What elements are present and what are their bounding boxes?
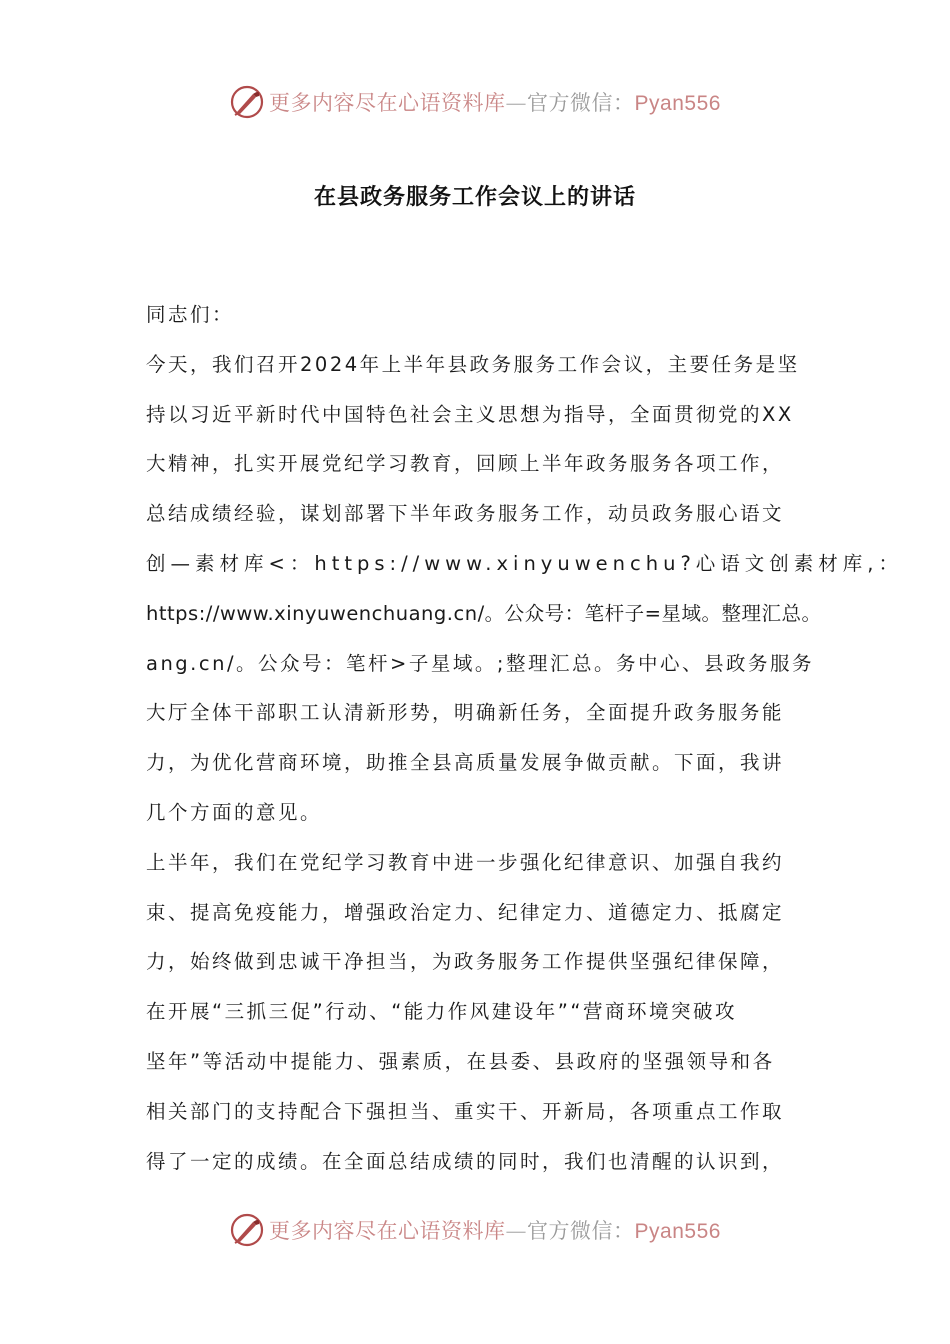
body-line: 总结成绩经验，谋划部署下半年政务服务工作，动员政务服心语文 xyxy=(146,502,785,526)
watermark-wechat-label: 官方微信： xyxy=(527,1219,635,1243)
body-line: 今天，我们召开2024年上半年县政务服务工作会议，主要任务是坚 xyxy=(146,352,800,376)
document-body xyxy=(146,290,903,1186)
document-title: 在县政务服务工作会议上的讲话 xyxy=(313,184,636,210)
body-line: 创—素材库<：https://www.xinyuwenchu?心语文创素材库,： xyxy=(146,551,903,575)
watermark-dash: — xyxy=(505,1219,528,1243)
body-line: 得了一定的成绩。在全面总结成绩的同时，我们也清醒的认识到， xyxy=(146,1149,785,1173)
watermark-main: 更多内容尽在心语资料库 xyxy=(269,1219,506,1243)
watermark-account: Pyan556 xyxy=(634,1220,721,1243)
watermark-text xyxy=(269,1215,721,1245)
header-watermark-banner xyxy=(0,80,950,124)
body-line: 几个方面的意见。 xyxy=(146,800,323,824)
body-line: 同志们： xyxy=(146,303,235,326)
body-line: 大精神，扎实开展党纪学习教育，回顾上半年政务服务各项工作， xyxy=(146,452,785,476)
watermark-dash: — xyxy=(505,91,528,115)
body-line: 坚年”等活动中提能力、强素质，在县委、县政府的坚强领导和各 xyxy=(146,1049,775,1073)
body-line: https://www.xinyuwenchuang.cn/。公众号：笔杆子=星域。整理汇总。 xyxy=(146,601,822,625)
body-line: 相关部门的支持配合下强担当、重实干、开新局，各项重点工作取 xyxy=(146,1099,785,1123)
body-line: 上半年，我们在党纪学习教育中进一步强化纪律意识、加强自我约 xyxy=(146,850,785,874)
body-line: 力，为优化营商环境，助推全县高质量发展争做贡献。下面，我讲 xyxy=(146,751,785,775)
watermark-text xyxy=(269,87,721,117)
body-line: 在开展“三抓三促”行动、“能力作风建设年”“营商环境突破攻 xyxy=(146,1000,738,1024)
footer-watermark-banner xyxy=(0,1208,950,1252)
body-line: ang.cn/。公众号：笔杆>子星域。;整理汇总。务中心、县政务服务 xyxy=(146,651,814,675)
body-line: 持以习近平新时代中国特色社会主义思想为指导，全面贯彻党的XX xyxy=(146,402,794,426)
quill-logo-icon xyxy=(229,84,265,120)
watermark-account: Pyan556 xyxy=(634,92,721,115)
watermark-wechat-label: 官方微信： xyxy=(527,91,635,115)
body-line: 束、提高免疫能力，增强政治定力、纪律定力、道德定力、抵腐定 xyxy=(146,900,785,924)
quill-logo-icon xyxy=(229,1212,265,1248)
body-line: 大厅全体干部职工认清新形势，明确新任务，全面提升政务服务能 xyxy=(146,701,785,725)
body-line: 力，始终做到忠诚干净担当，为政务服务工作提供坚强纪律保障， xyxy=(146,950,785,974)
watermark-main: 更多内容尽在心语资料库 xyxy=(269,91,506,115)
